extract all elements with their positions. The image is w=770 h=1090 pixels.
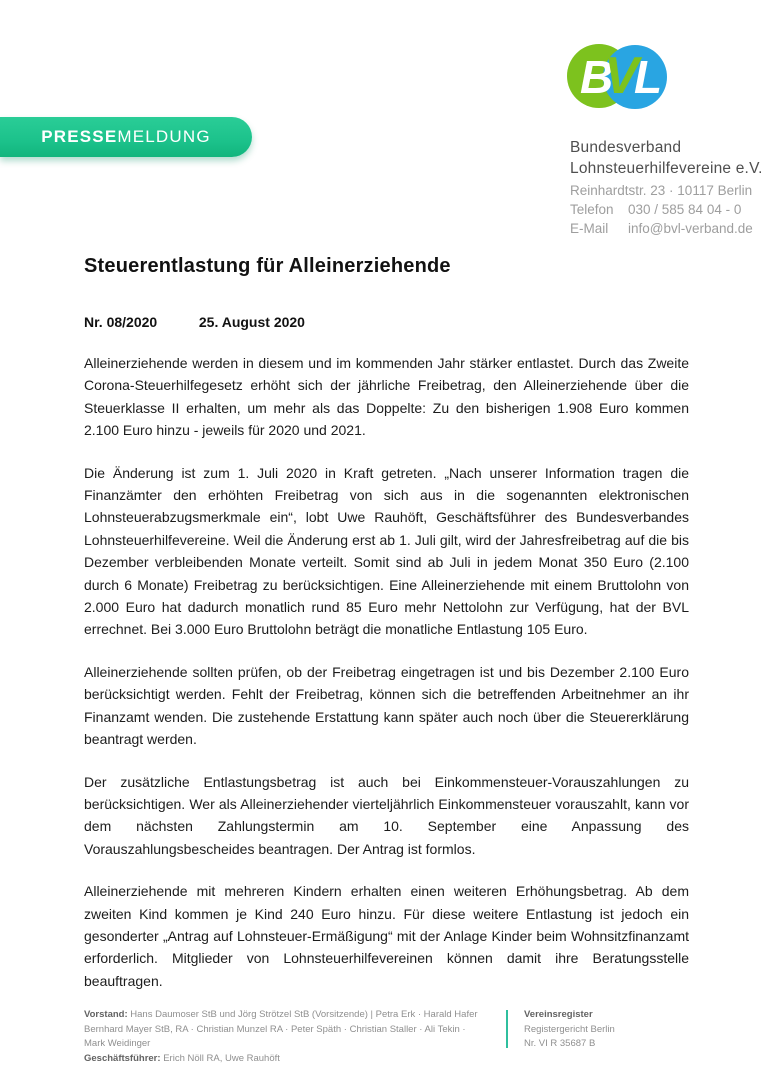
release-meta bbox=[84, 314, 305, 330]
body-paragraph-4: Der zusätzliche Entlastungsbetrag ist auch bei Einkommensteuer-Vorauszahlungen zu berücksichtigen. Wer als Alleinerziehender vierteljährlich Einkommensteuer vorauszahlt, kann vor dem nächsten Zahlungstermin am 10. September eine Anpassung des Vorauszahlungsbescheides beantragen. Der Antrag ist formlos. bbox=[84, 773, 689, 857]
contact-block bbox=[570, 181, 753, 238]
logo-letter-v: V bbox=[604, 47, 639, 105]
body-paragraph-3: Alleinerziehende sollten prüfen, ob der Freibetrag eingetragen ist und bis Dezember 2.100 Euro berücksichtigt werden. Fehlt der Freibetrag, können sich die betreffenden Arbeitnehmer an ihr Finanzamt wenden. Die zustehende Erstattung kann später auch noch über die Steuererklärung beantragt werden. bbox=[84, 663, 689, 748]
footer-md-names: Erich Nöll RA, Uwe Rauhöft bbox=[163, 1052, 280, 1064]
press-release-title: Steuerentlastung für Alleinerziehende bbox=[84, 255, 451, 277]
brand-name-line2: Lohnsteuerhilfevereine e.V. bbox=[570, 160, 763, 177]
page-footer bbox=[0, 1008, 770, 1064]
banner-text-bold: PRESSE bbox=[41, 127, 118, 146]
footer-register-block bbox=[524, 1008, 724, 1052]
press-release-body bbox=[84, 352, 689, 1012]
footer-register-court: Registergericht Berlin bbox=[524, 1023, 615, 1035]
logo-letter-l: L bbox=[634, 51, 663, 103]
footer-board-block bbox=[84, 1008, 484, 1066]
pressemeldung-banner bbox=[0, 117, 252, 157]
footer-board-line1 bbox=[84, 1008, 484, 1023]
contact-phone-value: 030 / 585 84 04 - 0 bbox=[628, 202, 742, 217]
footer-board-names1: Hans Daumoser StB und Jörg Strötzel StB (Vorsitzende) | Petra Erk · Harald Hafer bbox=[130, 1009, 478, 1020]
contact-phone-label: Telefon bbox=[570, 202, 614, 217]
footer-board-names2: Bernhard Mayer StB, RA · Christian Munzel RA · Peter Späth · Christian Staller · Ali Tekin · Mark Weidinger bbox=[84, 1023, 466, 1049]
contact-address-row bbox=[570, 181, 753, 200]
footer-board-line2 bbox=[84, 1023, 484, 1052]
footer-register-title: Vereinsregister bbox=[524, 1009, 593, 1020]
banner-text-regular: MELDUNG bbox=[117, 127, 211, 146]
footer-divider bbox=[506, 1010, 508, 1048]
bvl-logo-icon bbox=[566, 32, 670, 120]
contact-email-value: info@bvl-verband.de bbox=[628, 221, 753, 236]
contact-phone-row bbox=[570, 200, 753, 219]
brand-name bbox=[570, 137, 763, 179]
brand-name-line1: Bundesverband bbox=[570, 139, 682, 156]
body-paragraph-5: Alleinerziehende mit mehreren Kindern erhalten einen weiteren Erhöhungsbetrag. Ab dem zweiten Kind kommen je Kind 240 Euro hinzu. Für diese weitere Entlastung ist jedoch ein gesonderter „Antrag auf Lohnsteuer-Ermäßigung“ mit der Anlage Kinder beim Wohnsitzfinanzamt erforderlich. Mitglieder von Lohnsteuerhilfevereinen können damit ihre Beratungsstelle beauftragen. bbox=[84, 883, 689, 989]
footer-md-line bbox=[84, 1052, 484, 1067]
contact-email-row bbox=[570, 219, 753, 238]
body-paragraph-2: Die Änderung ist zum 1. Juli 2020 in Kraft getreten. „Nach unserer Information tragen die Finanzämter den erhöhten Freibetrag von sich aus in die sogenannten elektronischen Lohnsteuerabzugsmerkmale ein“, lobt Uwe Rauhöft, Geschäftsführer des Bundesverbandes Lohnsteuerhilfevereine. Weil die Änderung erst ab 1. Juli gilt, wird der Jahresfreibetrag auf die bis Dezember verbleibenden Monate verteilt. Somit sind ab Juli in jedem Monat 350 Euro (2.100 durch 6 Monate) Freibetrag zu berücksichtigen. Eine Alleinerziehende mit einem Bruttolohn von 2.000 Euro hat dadurch monatlich rund 85 Euro mehr Nettolohn zur Verfügung, hat der BVL errechnet. Bei 3.000 Euro Bruttolohn beträgt die monatliche Entlastung 105 Euro. bbox=[84, 464, 689, 638]
contact-email-label: E-Mail bbox=[570, 221, 609, 236]
footer-register-number: Nr. VI R 35687 B bbox=[524, 1038, 596, 1049]
contact-address: Reinhardtstr. 23 · 10117 Berlin bbox=[570, 183, 753, 198]
body-paragraph-1: Alleinerziehende werden in diesem und im kommenden Jahr stärker entlastet. Durch das Zweite Corona-Steuerhilfegesetz erhöht sich der jährliche Freibetrag, den Alleinerziehende über die Steuerklasse II erhalten, um mehr als das Doppelte: Zu den bisherigen 1.908 Euro kommen 2.100 Euro hinzu - jeweils für 2020 und 2021. bbox=[84, 355, 689, 439]
release-number: Nr. 08/2020 bbox=[84, 314, 158, 330]
footer-board-label: Vorstand: bbox=[84, 1009, 128, 1020]
release-date: 25. August 2020 bbox=[198, 314, 305, 330]
logo-letter-b: B bbox=[580, 51, 614, 103]
footer-md-label: Geschäftsführer: bbox=[84, 1052, 161, 1064]
